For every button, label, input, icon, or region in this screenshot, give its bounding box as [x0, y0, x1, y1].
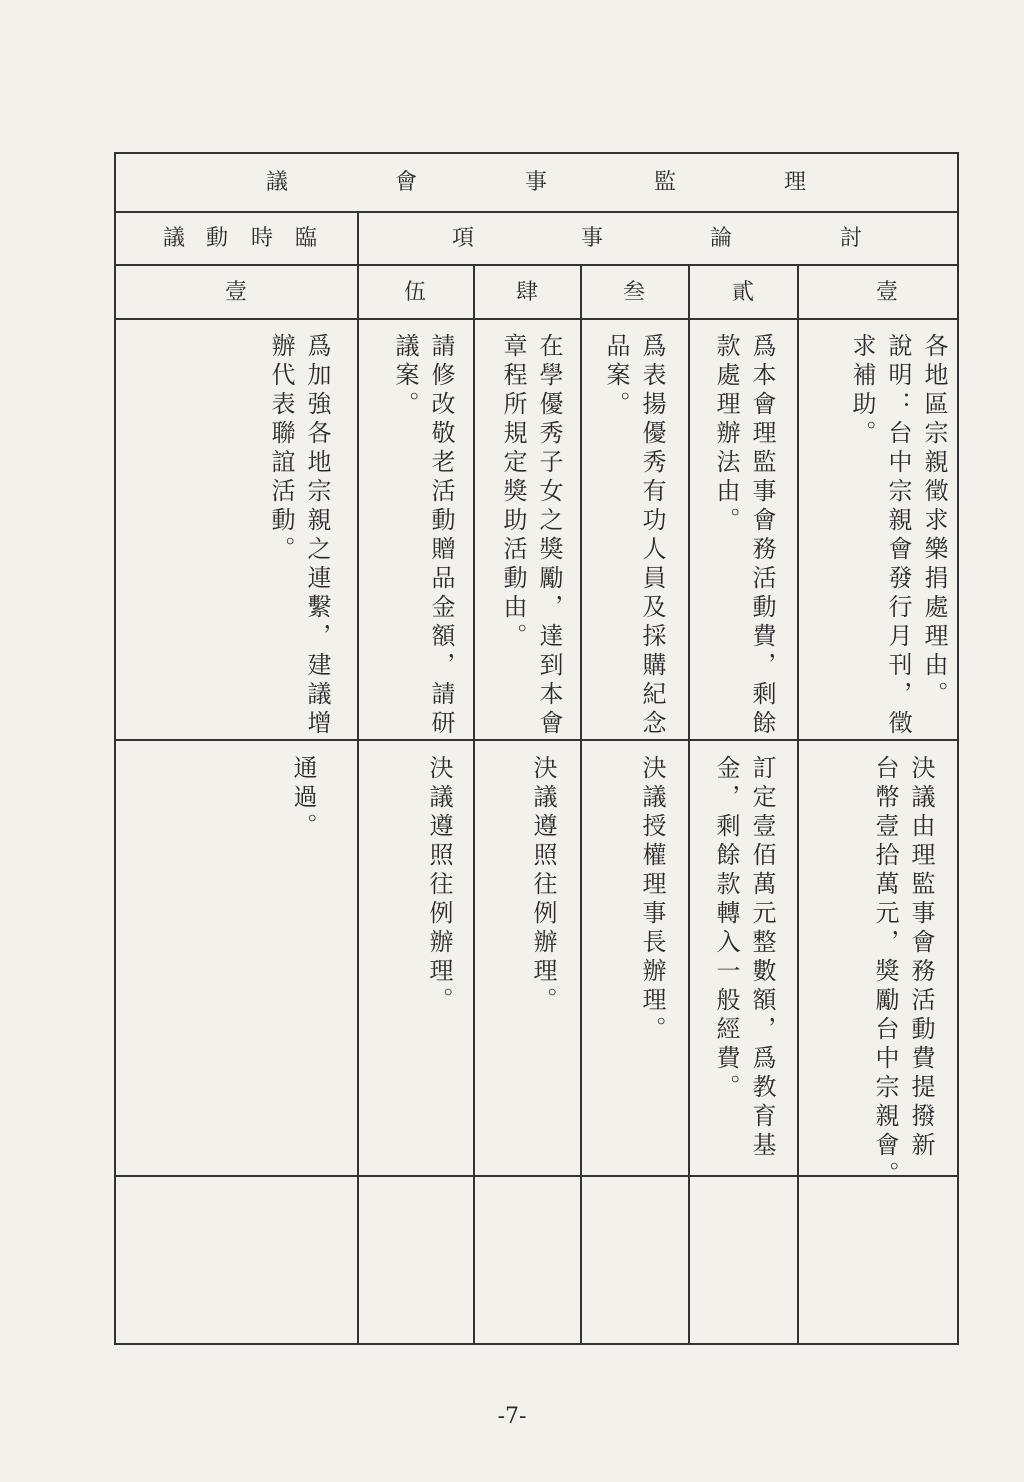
- resolution-d3: 決議授權理事長辦理。: [638, 755, 666, 1045]
- title-char: 理: [784, 170, 807, 195]
- title-char: 會: [395, 170, 418, 195]
- rule-section: [114, 264, 959, 266]
- item-text-d5: 請修改敬老活動贈品金額，請研 議案。: [391, 333, 455, 739]
- divider-main: [357, 211, 359, 1345]
- divider-1: [473, 264, 475, 1345]
- rule-items: [114, 739, 959, 741]
- item-number-d2: 貳: [732, 280, 755, 305]
- title-char: 議: [266, 170, 289, 195]
- item-number-d5: 伍: [404, 280, 427, 305]
- title-char: 監: [654, 170, 677, 195]
- section-discussion-char: 項: [452, 226, 475, 251]
- resolution-d5: 決議遵照往例辦理。: [425, 755, 453, 1016]
- item-number-d1: 壹: [876, 280, 899, 305]
- page-number: -7-: [497, 1404, 527, 1429]
- resolution-m1: 通過。: [289, 755, 317, 842]
- divider-2: [580, 264, 582, 1345]
- item-number-d3: 叁: [623, 280, 646, 305]
- section-extempore-char: 動: [206, 226, 229, 251]
- meeting-table: [114, 152, 959, 1345]
- title-char: 事: [525, 170, 548, 195]
- item-number-d4: 肆: [516, 280, 539, 305]
- section-discussion-char: 事: [581, 226, 604, 251]
- item-text-d2: 爲本會理監事會務活動費，剩餘 款處理辦法由。: [712, 333, 776, 739]
- rule-title: [114, 211, 959, 213]
- resolution-d4: 決議遵照往例辦理。: [529, 755, 557, 1016]
- rule-numbers: [114, 318, 959, 320]
- section-extempore-char: 時: [251, 226, 274, 251]
- divider-4: [797, 264, 799, 1345]
- resolution-d1: 決議由理監事會務活動費提撥新 台幣壹拾萬元，獎勵台中宗親會。: [871, 755, 935, 1190]
- item-text-d4: 在學優秀子女之獎勵，達到本會 章程所規定獎助活動由。: [499, 333, 563, 739]
- item-number-m1: 壹: [225, 280, 248, 305]
- item-text-d3: 爲表揚優秀有功人員及採購紀念 品案。: [602, 333, 666, 739]
- section-extempore-char: 臨: [295, 226, 318, 251]
- section-discussion-char: 討: [840, 226, 863, 251]
- item-text-d1: 各地區宗親徵求樂捐處理由。 說明：台中宗親會發行月刊，徵 求補助。: [848, 333, 948, 739]
- section-discussion-char: 論: [710, 226, 733, 251]
- resolution-d2: 訂定壹佰萬元整數額，爲教育基 金，剩餘款轉入一般經費。: [712, 755, 776, 1161]
- divider-3: [688, 264, 690, 1345]
- section-extempore-char: 議: [163, 226, 186, 251]
- rule-resolutions: [114, 1175, 959, 1177]
- item-text-m1: 爲加強各地宗親之連繫，建議增 辦代表聯誼活動。: [267, 333, 331, 739]
